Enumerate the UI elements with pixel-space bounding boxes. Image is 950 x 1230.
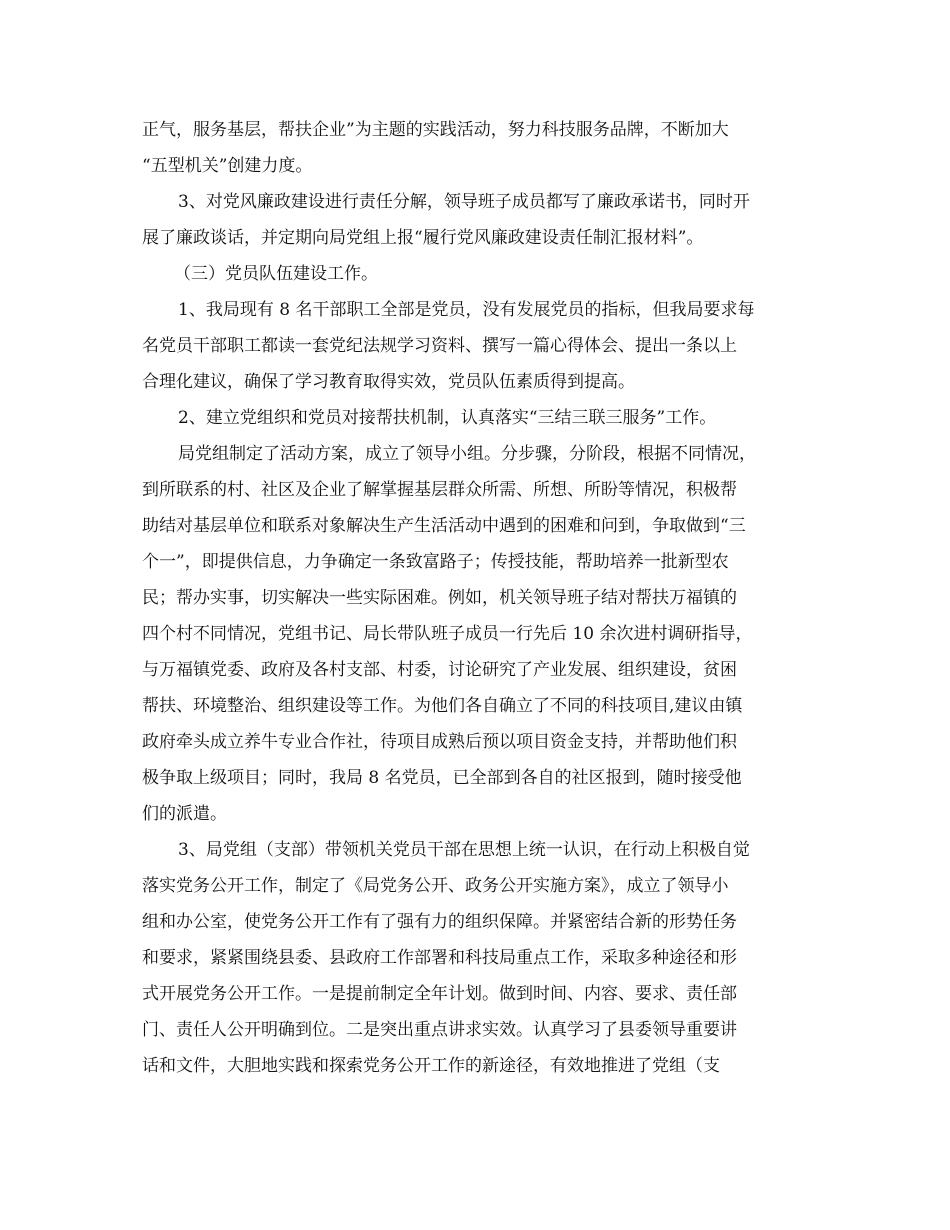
document-body [142, 112, 812, 1084]
text-line: 民；帮办实事，切实解决一些实际困难。例如，机关领导班子结对帮扶万福镇的 [142, 588, 737, 608]
text-line: 展了廉政谈话，并定期向局党组上报“履行党风廉政建设责任制汇报材料”。 [142, 228, 704, 248]
paragraph-start-line: 3、局党组（支部）带领机关党员干部在思想上统一认识，在行动上积极自觉 [178, 840, 750, 860]
text-line: 正气，服务基层，帮扶企业”为主题的实践活动，努力科技服务品牌，不断加大 [142, 120, 729, 140]
text-line: 与万福镇党委、政府及各村支部、村委，讨论研究了产业发展、组织建设，贫困 [142, 660, 737, 680]
text-line: 个一”，即提供信息，力争确定一条致富路子；传授技能，帮助培养一批新型农 [142, 552, 729, 572]
text-line: 式开展党务公开工作。一是提前制定全年计划。做到时间、内容、要求、责任部 [142, 984, 737, 1004]
paragraph-start-line: 3、对党风廉政建设进行责任分解，领导班子成员都写了廉政承诺书，同时开 [178, 192, 750, 212]
text-line: 组和办公室，使党务公开工作有了强有力的组织保障。并紧密结合新的形势任务 [142, 912, 737, 932]
text-line: 落实党务公开工作，制定了《局党务公开、政务公开实施方案》，成立了领导小 [142, 876, 729, 896]
text-line: 到所联系的村、社区及企业了解掌握基层群众所需、所想、所盼等情况，积极帮 [142, 480, 737, 500]
text-line: 门、责任人公开明确到位。二是突出重点讲求实效。认真学习了县委领导重要讲 [142, 1020, 737, 1040]
text-line: 助结对基层单位和联系对象解决生产生活活动中遇到的困难和问到，争取做到“三 [142, 516, 746, 536]
paragraph-start-line: 2、建立党组织和党员对接帮扶机制，认真落实“三结三联三服务”工作。 [178, 408, 717, 428]
text-line: 话和文件，大胆地实践和探索党务公开工作的新途径，有效地推进了党组（支 [142, 1056, 720, 1076]
text-line: 极争取上级项目；同时，我局 8 名党员，已全部到各自的社区报到，随时接受他 [142, 768, 742, 788]
paragraph-start-line: 局党组制定了活动方案，成立了领导小组。分步骤，分阶段，根据不同情况， [178, 444, 756, 464]
text-line: 政府牵头成立养牛专业合作社，待项目成熟后预以项目资金支持，并帮助他们积 [142, 732, 737, 752]
text-line: 们的派遣。 [142, 804, 227, 824]
text-line: “五型机关”创建力度。 [142, 156, 313, 176]
text-line: 合理化建议，确保了学习教育取得实效，党员队伍素质得到提高。 [142, 372, 635, 392]
text-line: 和要求，紧紧围绕县委、县政府工作部署和科技局重点工作，采取多种途径和形 [142, 948, 737, 968]
paragraph-start-line: （三）党员队伍建设工作。 [174, 264, 378, 284]
text-line: 名党员干部职工都读一套党纪法规学习资料、撰写一篇心得体会、提出一条以上 [142, 336, 737, 356]
text-line: 帮扶、环境整治、组织建设等工作。为他们各自确立了不同的科技项目,建议由镇 [142, 696, 743, 716]
paragraph-start-line: 1、我局现有 8 名干部职工全部是党员，没有发展党员的指标，但我局要求每 [178, 300, 755, 320]
text-line: 四个村不同情况，党组书记、局长带队班子成员一行先后 10 余次进村调研指导， [142, 624, 753, 644]
